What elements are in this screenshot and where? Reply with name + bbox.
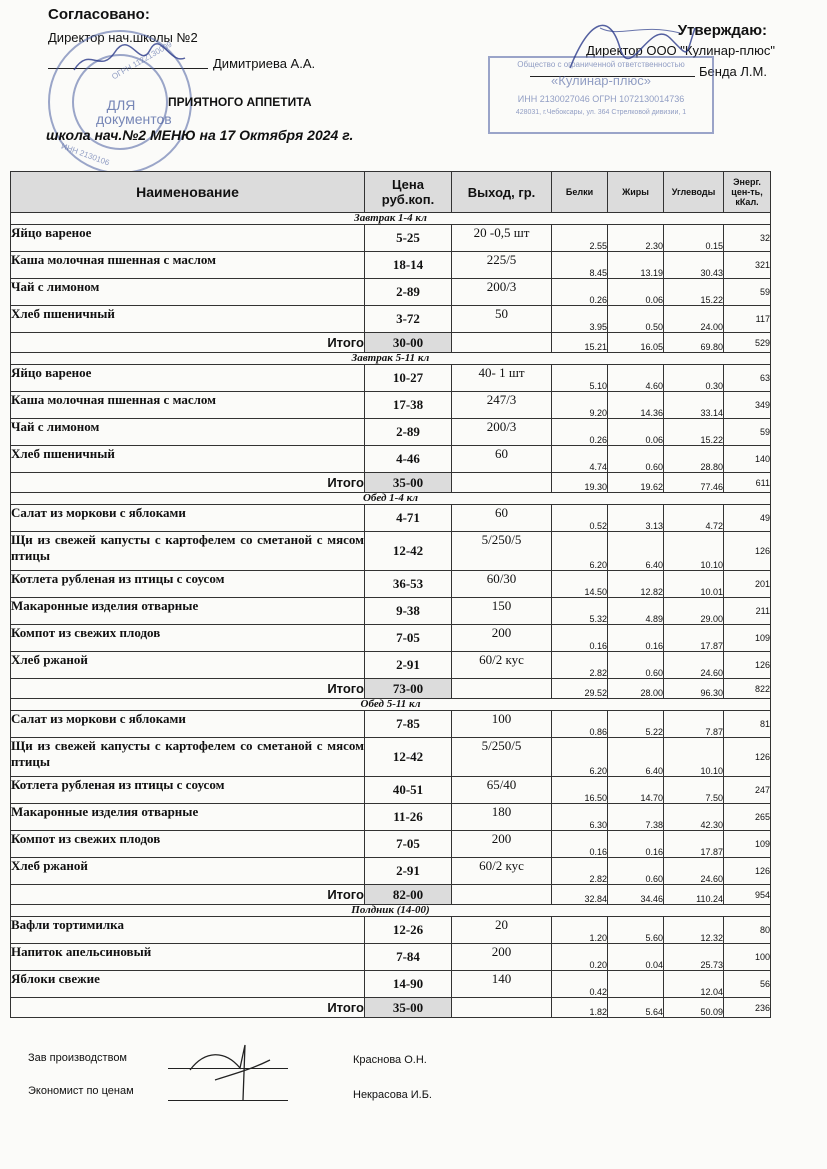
- dish-name: Макаронные изделия отварные: [11, 598, 365, 625]
- table-row: [11, 738, 771, 777]
- total-carbs: 69.80: [664, 333, 724, 353]
- dish-fat: 0.06: [608, 279, 664, 306]
- total-energy: 954: [724, 885, 771, 905]
- dish-fat: 0.60: [608, 858, 664, 885]
- dish-carbs: 25.73: [664, 944, 724, 971]
- total-label: Итого: [11, 333, 365, 353]
- dish-price: 12-26: [365, 917, 452, 944]
- dish-price: 4-71: [365, 505, 452, 532]
- dish-energy: 140: [724, 446, 771, 473]
- dish-name: Котлета рубленая из птицы с соусом: [11, 777, 365, 804]
- section-row: [11, 213, 771, 225]
- approved-name: Димитриева А.А.: [213, 56, 316, 71]
- dish-energy: 80: [724, 917, 771, 944]
- dish-carbs: 17.87: [664, 831, 724, 858]
- dish-yield: 5/250/5: [452, 532, 552, 571]
- dish-protein: 4.74: [552, 446, 608, 473]
- dish-price: 12-42: [365, 738, 452, 777]
- col-fat: Жиры: [608, 172, 664, 213]
- dish-energy: 321: [724, 252, 771, 279]
- dish-price: 10-27: [365, 365, 452, 392]
- total-yield-empty: [452, 333, 552, 353]
- dish-price: 2-91: [365, 652, 452, 679]
- table-row: [11, 652, 771, 679]
- dish-yield: 140: [452, 971, 552, 998]
- dish-yield: 100: [452, 711, 552, 738]
- dish-protein: 0.86: [552, 711, 608, 738]
- dish-name: Салат из моркови с яблоками: [11, 505, 365, 532]
- dish-fat: 0.60: [608, 652, 664, 679]
- production-label: Зав производством: [28, 1052, 127, 1064]
- dish-energy: 265: [724, 804, 771, 831]
- table-row: [11, 446, 771, 473]
- dish-fat: 14.36: [608, 392, 664, 419]
- total-price: 73-00: [365, 679, 452, 699]
- dish-name: Компот из свежих плодов: [11, 831, 365, 858]
- table-row: [11, 944, 771, 971]
- total-yield-empty: [452, 473, 552, 493]
- section-title: Завтрак 1-4 кл: [11, 213, 771, 225]
- dish-carbs: 24.60: [664, 858, 724, 885]
- dish-yield: 60/30: [452, 571, 552, 598]
- col-protein: Белки: [552, 172, 608, 213]
- round-stamp-inn: ИНН 2130106: [59, 141, 111, 168]
- dish-carbs: 4.72: [664, 505, 724, 532]
- dish-energy: 247: [724, 777, 771, 804]
- approved-title: Согласовано:: [48, 6, 150, 23]
- section-row: [11, 699, 771, 711]
- dish-fat: 0.16: [608, 625, 664, 652]
- table-row: [11, 777, 771, 804]
- section-title: Завтрак 5-11 кл: [11, 353, 771, 365]
- dish-yield: 65/40: [452, 777, 552, 804]
- dish-energy: 81: [724, 711, 771, 738]
- dish-price: 7-05: [365, 831, 452, 858]
- dish-protein: 8.45: [552, 252, 608, 279]
- rect-stamp-line3: ИНН 2130027046 ОГРН 1072130014736: [517, 94, 685, 104]
- total-row: [11, 998, 771, 1018]
- approve-name: Бенда Л.М.: [699, 64, 767, 79]
- dish-yield: 200/3: [452, 279, 552, 306]
- dish-name: Макаронные изделия отварные: [11, 804, 365, 831]
- dish-energy: 109: [724, 625, 771, 652]
- table-row: [11, 252, 771, 279]
- dish-protein: 2.82: [552, 652, 608, 679]
- col-energy: Энерг. цен-ть, кКал.: [724, 172, 771, 213]
- total-protein: 15.21: [552, 333, 608, 353]
- dish-carbs: 15.22: [664, 279, 724, 306]
- dish-carbs: 7.50: [664, 777, 724, 804]
- col-name: Наименование: [11, 172, 365, 213]
- dish-energy: 126: [724, 738, 771, 777]
- total-fat: 16.05: [608, 333, 664, 353]
- dish-fat: 0.16: [608, 831, 664, 858]
- approved-position: Директор нач.школы №2: [48, 30, 198, 45]
- dish-fat: 12.82: [608, 571, 664, 598]
- total-label: Итого: [11, 885, 365, 905]
- dish-yield: 200: [452, 625, 552, 652]
- total-energy: 529: [724, 333, 771, 353]
- rect-stamp-line4: 428031, г.Чебоксары, ул. 364 Стрелковой дивизии, 1: [515, 109, 687, 116]
- total-yield-empty: [452, 998, 552, 1018]
- table-row: [11, 804, 771, 831]
- dish-protein: 0.52: [552, 505, 608, 532]
- rect-stamp-line2: «Кулинар-плюс»: [551, 73, 651, 88]
- dish-protein: 1.20: [552, 917, 608, 944]
- dish-yield: 200/3: [452, 419, 552, 446]
- dish-protein: 14.50: [552, 571, 608, 598]
- table-row: [11, 971, 771, 998]
- dish-carbs: 12.32: [664, 917, 724, 944]
- dish-fat: 0.06: [608, 419, 664, 446]
- total-yield-empty: [452, 679, 552, 699]
- dish-name: Котлета рубленая из птицы с соусом: [11, 571, 365, 598]
- dish-fat: 5.60: [608, 917, 664, 944]
- dish-yield: 200: [452, 831, 552, 858]
- dish-energy: 59: [724, 419, 771, 446]
- dish-fat: 13.19: [608, 252, 664, 279]
- dish-protein: 6.20: [552, 532, 608, 571]
- total-row: [11, 885, 771, 905]
- dish-carbs: 10.10: [664, 532, 724, 571]
- dish-energy: 32: [724, 225, 771, 252]
- total-carbs: 110.24: [664, 885, 724, 905]
- total-fat: 28.00: [608, 679, 664, 699]
- total-price: 35-00: [365, 473, 452, 493]
- dish-carbs: 24.00: [664, 306, 724, 333]
- dish-energy: 63: [724, 365, 771, 392]
- table-row: [11, 306, 771, 333]
- total-label: Итого: [11, 998, 365, 1018]
- total-protein: 29.52: [552, 679, 608, 699]
- dish-name: Чай с лимоном: [11, 419, 365, 446]
- table-row: [11, 392, 771, 419]
- dish-carbs: 0.30: [664, 365, 724, 392]
- approve-position: Директор ООО "Кулинар-плюс": [586, 43, 775, 58]
- table-row: [11, 858, 771, 885]
- dish-protein: 0.16: [552, 831, 608, 858]
- dish-name: Щи из свежей капусты с картофелем со сметаной с мясом птицы: [11, 738, 365, 777]
- dish-fat: 4.89: [608, 598, 664, 625]
- total-fat: 34.46: [608, 885, 664, 905]
- table-row: [11, 571, 771, 598]
- table-row: [11, 225, 771, 252]
- dish-fat: 5.22: [608, 711, 664, 738]
- dish-name: Каша молочная пшенная с маслом: [11, 392, 365, 419]
- approve-title: Утверждаю:: [677, 22, 767, 39]
- total-protein: 19.30: [552, 473, 608, 493]
- dish-name: Яйцо вареное: [11, 365, 365, 392]
- dish-energy: 126: [724, 858, 771, 885]
- dish-name: Яйцо вареное: [11, 225, 365, 252]
- dish-protein: 3.95: [552, 306, 608, 333]
- dish-carbs: 15.22: [664, 419, 724, 446]
- total-fat: 5.64: [608, 998, 664, 1018]
- table-header-row: [11, 172, 771, 213]
- economist-name: Некрасова И.Б.: [353, 1089, 432, 1101]
- dish-energy: 211: [724, 598, 771, 625]
- total-energy: 611: [724, 473, 771, 493]
- dish-protein: 6.20: [552, 738, 608, 777]
- table-row: [11, 711, 771, 738]
- dish-protein: 0.20: [552, 944, 608, 971]
- total-fat: 19.62: [608, 473, 664, 493]
- section-row: [11, 905, 771, 917]
- dish-yield: 5/250/5: [452, 738, 552, 777]
- total-energy: 822: [724, 679, 771, 699]
- total-protein: 32.84: [552, 885, 608, 905]
- dish-fat: 0.50: [608, 306, 664, 333]
- dish-name: Салат из моркови с яблоками: [11, 711, 365, 738]
- dish-fat: 6.40: [608, 738, 664, 777]
- total-price: 82-00: [365, 885, 452, 905]
- total-row: [11, 473, 771, 493]
- col-yield: Выход, гр.: [452, 172, 552, 213]
- total-label: Итого: [11, 679, 365, 699]
- total-protein: 1.82: [552, 998, 608, 1018]
- dish-carbs: 29.00: [664, 598, 724, 625]
- table-row: [11, 365, 771, 392]
- dish-name: Каша молочная пшенная с маслом: [11, 252, 365, 279]
- total-energy: 236: [724, 998, 771, 1018]
- dish-price: 18-14: [365, 252, 452, 279]
- dish-price: 5-25: [365, 225, 452, 252]
- dish-protein: 2.55: [552, 225, 608, 252]
- dish-energy: 117: [724, 306, 771, 333]
- total-label: Итого: [11, 473, 365, 493]
- production-name: Краснова О.Н.: [353, 1054, 427, 1066]
- rect-stamp-line1: Общество с ограниченной ответственностью: [517, 60, 685, 69]
- dish-price: 2-89: [365, 279, 452, 306]
- dish-fat: 7.38: [608, 804, 664, 831]
- col-price: Цена руб.коп.: [365, 172, 452, 213]
- total-yield-empty: [452, 885, 552, 905]
- dish-fat: 2.30: [608, 225, 664, 252]
- dish-protein: 2.82: [552, 858, 608, 885]
- dish-carbs: 17.87: [664, 625, 724, 652]
- footer-signature: [185, 1040, 275, 1105]
- dish-fat: 0.04: [608, 944, 664, 971]
- dish-yield: 50: [452, 306, 552, 333]
- table-row: [11, 917, 771, 944]
- dish-name: Хлеб ржаной: [11, 858, 365, 885]
- total-carbs: 77.46: [664, 473, 724, 493]
- dish-yield: 60/2 кус: [452, 652, 552, 679]
- dish-price: 14-90: [365, 971, 452, 998]
- dish-energy: 56: [724, 971, 771, 998]
- dish-protein: 5.10: [552, 365, 608, 392]
- total-price: 30-00: [365, 333, 452, 353]
- section-row: [11, 353, 771, 365]
- round-stamp-ogrn: ОГРН 1122130009: [110, 39, 174, 82]
- menu-title: школа нач.№2 МЕНЮ на 17 Октября 2024 г.: [46, 127, 354, 143]
- dish-fat: 6.40: [608, 532, 664, 571]
- dish-carbs: 42.30: [664, 804, 724, 831]
- menu-table-body: [11, 213, 771, 1018]
- dish-price: 12-42: [365, 532, 452, 571]
- table-row: [11, 831, 771, 858]
- dish-price: 3-72: [365, 306, 452, 333]
- total-row: [11, 333, 771, 353]
- dish-energy: 49: [724, 505, 771, 532]
- dish-name: Яблоки свежие: [11, 971, 365, 998]
- dish-price: 11-26: [365, 804, 452, 831]
- total-row: [11, 679, 771, 699]
- dish-carbs: 30.43: [664, 252, 724, 279]
- dish-name: Чай с лимоном: [11, 279, 365, 306]
- dish-fat: 4.60: [608, 365, 664, 392]
- dish-yield: 247/3: [452, 392, 552, 419]
- approved-signature: [70, 40, 190, 80]
- dish-yield: 150: [452, 598, 552, 625]
- dish-energy: 349: [724, 392, 771, 419]
- dish-name: Хлеб ржаной: [11, 652, 365, 679]
- dish-fat: 14.70: [608, 777, 664, 804]
- dish-yield: 180: [452, 804, 552, 831]
- section-title: Обед 5-11 кл: [11, 699, 771, 711]
- dish-price: 9-38: [365, 598, 452, 625]
- dish-yield: 60: [452, 446, 552, 473]
- dish-price: 7-85: [365, 711, 452, 738]
- dish-protein: 0.16: [552, 625, 608, 652]
- table-row: [11, 598, 771, 625]
- dish-name: Хлеб пшеничный: [11, 446, 365, 473]
- total-price: 35-00: [365, 998, 452, 1018]
- dish-yield: 20 -0,5 шт: [452, 225, 552, 252]
- dish-name: Щи из свежей капусты с картофелем со сметаной с мясом птицы: [11, 532, 365, 571]
- dish-yield: 60/2 кус: [452, 858, 552, 885]
- menu-table: [10, 171, 771, 1018]
- dish-name: Хлеб пшеничный: [11, 306, 365, 333]
- dish-yield: 200: [452, 944, 552, 971]
- section-row: [11, 493, 771, 505]
- dish-energy: 59: [724, 279, 771, 306]
- dish-price: 2-91: [365, 858, 452, 885]
- dish-price: 17-38: [365, 392, 452, 419]
- dish-name: Компот из свежих плодов: [11, 625, 365, 652]
- dish-name: Вафли тортимилка: [11, 917, 365, 944]
- round-stamp-text: ДЛЯ документов: [96, 97, 172, 127]
- dish-protein: 0.42: [552, 971, 608, 998]
- dish-protein: 0.26: [552, 419, 608, 446]
- dish-energy: 126: [724, 532, 771, 571]
- dish-fat: 3.13: [608, 505, 664, 532]
- dish-yield: 20: [452, 917, 552, 944]
- dish-price: 2-89: [365, 419, 452, 446]
- dish-price: 40-51: [365, 777, 452, 804]
- dish-protein: 0.26: [552, 279, 608, 306]
- dish-carbs: 10.01: [664, 571, 724, 598]
- dish-energy: 109: [724, 831, 771, 858]
- dish-fat: [608, 971, 664, 998]
- dish-carbs: 10.10: [664, 738, 724, 777]
- table-row: [11, 419, 771, 446]
- economist-label: Экономист по ценам: [28, 1085, 134, 1097]
- dish-carbs: 24.60: [664, 652, 724, 679]
- dish-yield: 60: [452, 505, 552, 532]
- greeting: ПРИЯТНОГО АППЕТИТА: [168, 95, 312, 109]
- dish-yield: 40- 1 шт: [452, 365, 552, 392]
- col-carbs: Углеводы: [664, 172, 724, 213]
- dish-protein: 9.20: [552, 392, 608, 419]
- section-title: Полдник (14-00): [11, 905, 771, 917]
- dish-yield: 225/5: [452, 252, 552, 279]
- dish-protein: 6.30: [552, 804, 608, 831]
- dish-carbs: 0.15: [664, 225, 724, 252]
- dish-fat: 0.60: [608, 446, 664, 473]
- approve-signature: [560, 8, 700, 78]
- dish-energy: 100: [724, 944, 771, 971]
- dish-protein: 16.50: [552, 777, 608, 804]
- dish-carbs: 33.14: [664, 392, 724, 419]
- table-row: [11, 279, 771, 306]
- table-row: [11, 532, 771, 571]
- dish-price: 7-84: [365, 944, 452, 971]
- table-row: [11, 625, 771, 652]
- total-carbs: 96.30: [664, 679, 724, 699]
- dish-carbs: 12.04: [664, 971, 724, 998]
- dish-energy: 201: [724, 571, 771, 598]
- dish-protein: 5.32: [552, 598, 608, 625]
- total-carbs: 50.09: [664, 998, 724, 1018]
- table-row: [11, 505, 771, 532]
- dish-energy: 126: [724, 652, 771, 679]
- dish-carbs: 7.87: [664, 711, 724, 738]
- dish-carbs: 28.80: [664, 446, 724, 473]
- dish-price: 7-05: [365, 625, 452, 652]
- section-title: Обед 1-4 кл: [11, 493, 771, 505]
- dish-name: Напиток апельсиновый: [11, 944, 365, 971]
- dish-price: 36-53: [365, 571, 452, 598]
- dish-price: 4-46: [365, 446, 452, 473]
